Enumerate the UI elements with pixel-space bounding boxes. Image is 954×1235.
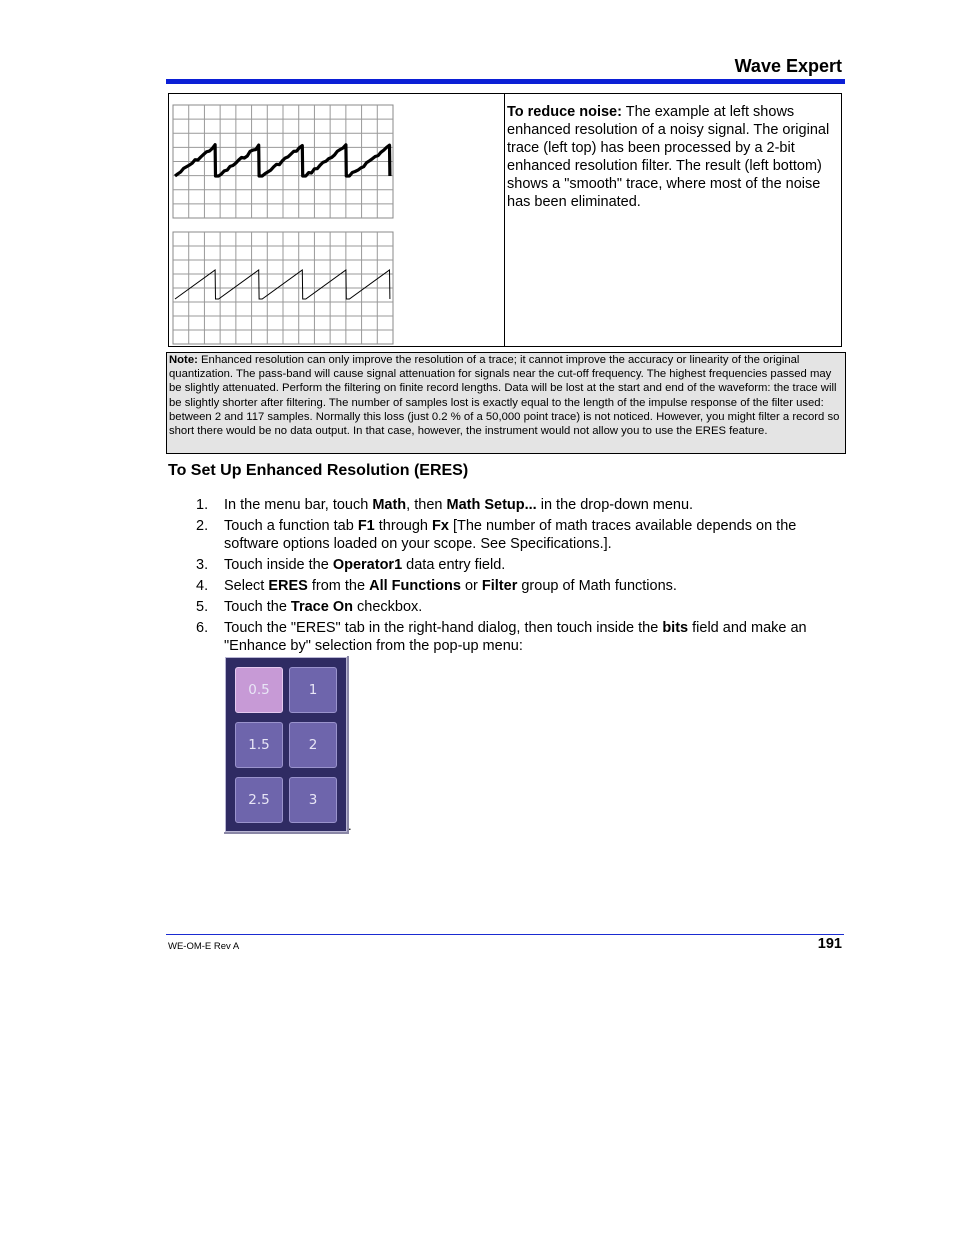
step-keyword: Math xyxy=(372,497,407,513)
note-text: Enhanced resolution can only improve the resolution of a trace; it cannot improve the accuracy or linearity of the original quantization. The pass-band will cause signal attenuation for signals near the cut-off frequency. The highest frequencies passed may be slightly attenuated. Perform the filtering on finite record lengths. Data will be lost at the start and end of the waveform: the trace will be slightly shorter after filtering. The number of samples lost is exactly equal to the length of the impulse response of the filter used: between 2 and 117 samples. Normally this loss (just 0.2 % of a 50,000 point trace) is not noticed. However, you might filter a record so short there would be no data output. In that case, however, the instrument would not allow you to use the ERES feature. xyxy=(169,354,840,438)
step-text: Touch the "ERES" tab in the right-hand dialog, then touch inside the xyxy=(224,620,663,636)
step-text: in the drop-down menu. xyxy=(536,497,694,513)
enhance-option-button[interactable]: 1 xyxy=(289,667,337,713)
step-item xyxy=(196,517,846,553)
step-item xyxy=(196,556,846,574)
step-text: Touch the xyxy=(224,599,291,615)
header-rule xyxy=(166,79,845,84)
step-number: 4. xyxy=(196,578,209,594)
note-lead: Note: xyxy=(169,354,198,366)
step-keyword: Math Setup... xyxy=(446,497,537,513)
step-text: from the xyxy=(307,578,370,594)
step-text: Select xyxy=(224,578,269,594)
footer-rule xyxy=(166,934,844,935)
enhance-option-button[interactable]: 2 xyxy=(289,722,337,768)
footer-page-number: 191 xyxy=(817,936,842,952)
steps-list xyxy=(196,496,846,658)
note-box xyxy=(166,352,846,454)
step-number: 3. xyxy=(196,557,209,573)
step-number: 6. xyxy=(196,620,209,636)
enhance-option-button[interactable]: 0.5 xyxy=(235,667,283,713)
enhance-option-button[interactable]: 1.5 xyxy=(235,722,283,768)
popup-trailing-period: . xyxy=(348,818,352,833)
step-item xyxy=(196,598,846,616)
figure-caption-text: The example at left shows enhanced resolution of a noisy signal. The original trace (left top) has been processed by a 2-bit enhanced resolution filter. The result (left bottom) shows a "smooth" trace, where most of the noise has been eliminated. xyxy=(507,104,830,210)
step-keyword: Operator1 xyxy=(332,557,403,573)
step-text: Touch inside the xyxy=(224,557,333,573)
step-item xyxy=(196,496,846,514)
enhance-by-popup-menu xyxy=(225,657,347,832)
figure-caption-lead: To reduce noise: xyxy=(507,104,622,120)
page-header-title: Wave Expert xyxy=(734,56,842,76)
step-item xyxy=(196,619,846,655)
smooth-trace-grid xyxy=(173,232,393,344)
step-text: [The number of math traces available depends on the software options loaded on your scope. See Specifications.]. xyxy=(224,518,797,552)
step-keyword: Filter xyxy=(481,578,518,594)
step-text: data entry field. xyxy=(402,557,506,573)
waveform-figure xyxy=(169,94,504,346)
step-text: group of Math functions. xyxy=(517,578,677,594)
step-text: or xyxy=(460,578,482,594)
step-text: Touch a function tab xyxy=(224,518,358,534)
figure-divider xyxy=(504,93,505,347)
enhance-option-button[interactable]: 2.5 xyxy=(235,777,283,823)
step-text: , then xyxy=(406,497,447,513)
enhance-option-button[interactable]: 3 xyxy=(289,777,337,823)
step-keyword: ERES xyxy=(268,578,308,594)
step-number: 5. xyxy=(196,599,209,615)
step-number: 1. xyxy=(196,497,209,513)
step-keyword: bits xyxy=(662,620,689,636)
step-keyword: F1 xyxy=(357,518,375,534)
footer-doc-id: WE-OM-E Rev A xyxy=(168,941,240,952)
figure-caption xyxy=(507,103,841,211)
step-keyword: All Functions xyxy=(369,578,461,594)
step-number: 2. xyxy=(196,518,209,534)
step-item xyxy=(196,577,846,595)
step-text: through xyxy=(374,518,432,534)
step-text: checkbox. xyxy=(352,599,423,615)
step-keyword: Trace On xyxy=(290,599,353,615)
section-heading: To Set Up Enhanced Resolution (ERES) xyxy=(168,462,469,479)
step-text: In the menu bar, touch xyxy=(224,497,373,513)
waveform-screenshots xyxy=(169,94,504,346)
step-keyword: Fx xyxy=(432,518,449,534)
step-text: field and make an "Enhance by" selection from the pop-up menu: xyxy=(224,620,807,654)
